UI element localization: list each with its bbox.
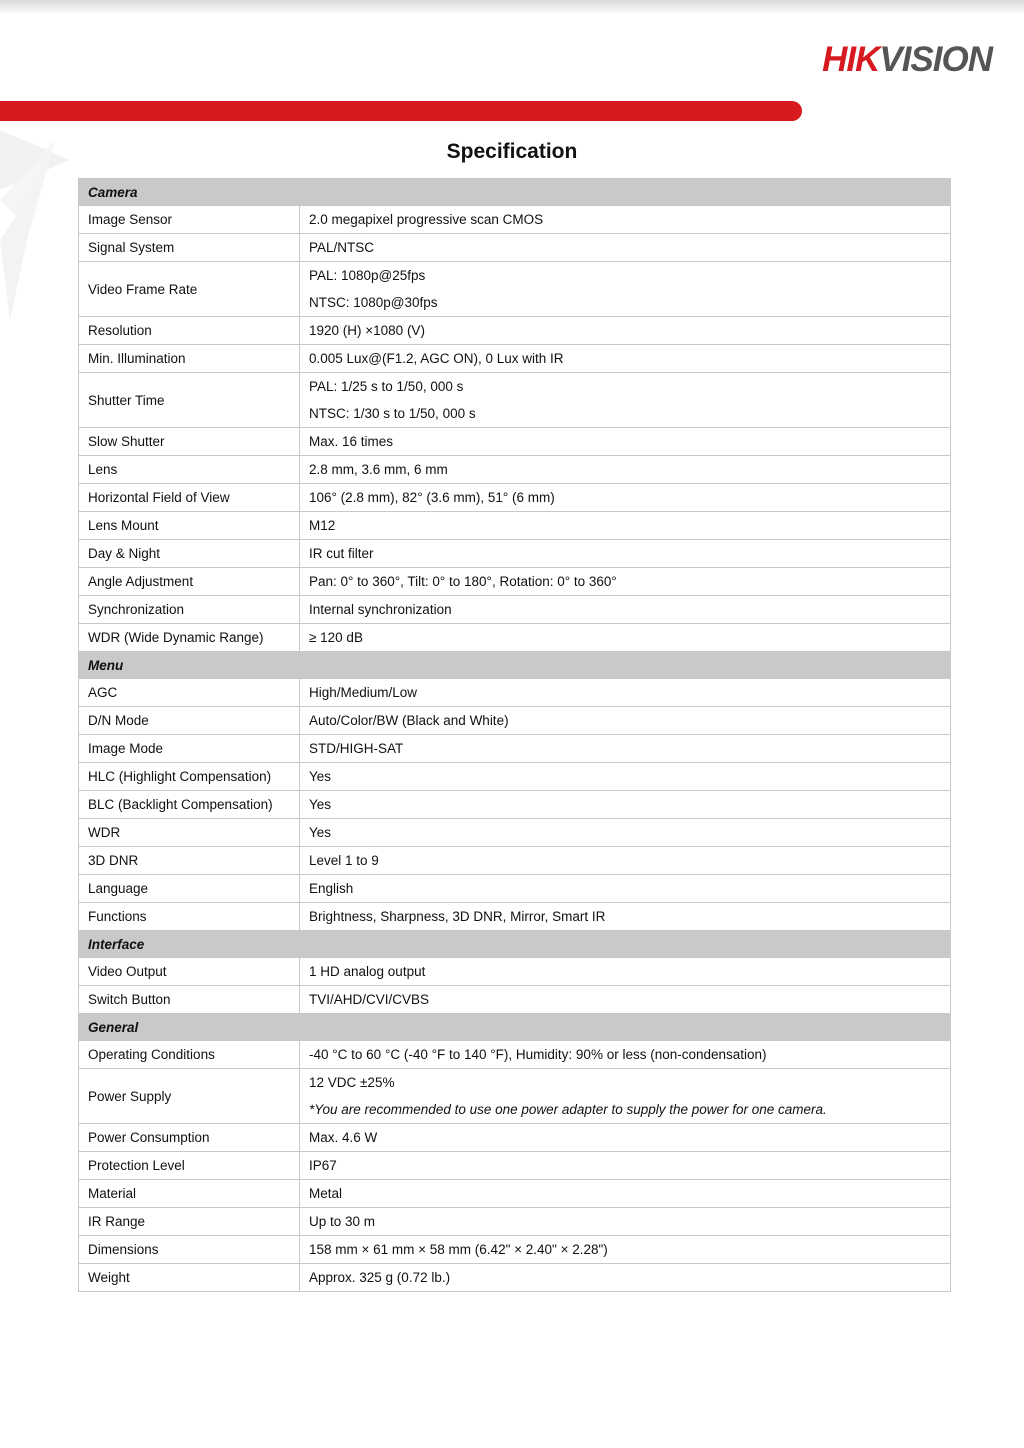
spec-value: Auto/Color/BW (Black and White): [309, 713, 509, 728]
page-top-shadow: [0, 0, 1024, 14]
spec-label: Video Output: [79, 958, 300, 986]
spec-label: Power Consumption: [79, 1124, 300, 1152]
spec-label: Video Frame Rate: [79, 262, 300, 317]
spec-value-cell: [300, 540, 951, 568]
spec-value-cell: [300, 317, 951, 345]
spec-label: 3D DNR: [79, 847, 300, 875]
hikvision-logo: [822, 40, 992, 80]
spec-value-cell: [300, 262, 951, 317]
spec-value-cell: [300, 958, 951, 986]
spec-row: [79, 512, 951, 540]
spec-value: 106° (2.8 mm), 82° (3.6 mm), 51° (6 mm): [309, 490, 555, 505]
spec-value-cell: [300, 819, 951, 847]
spec-value: Max. 4.6 W: [309, 1130, 378, 1145]
spec-label: Power Supply: [79, 1069, 300, 1124]
spec-row: [79, 1264, 951, 1292]
spec-value-cell: [300, 428, 951, 456]
section-title: Menu: [79, 652, 951, 679]
spec-label: BLC (Backlight Compensation): [79, 791, 300, 819]
spec-value-cell: [300, 707, 951, 735]
spec-row: [79, 262, 951, 317]
spec-row: [79, 958, 951, 986]
spec-label: Signal System: [79, 234, 300, 262]
section-title: General: [79, 1014, 951, 1041]
spec-value: ≥ 120 dB: [309, 630, 363, 645]
spec-row: [79, 373, 951, 428]
spec-value: Max. 16 times: [309, 434, 394, 449]
spec-value: IP67: [309, 1158, 337, 1173]
spec-value-cell: [300, 1069, 951, 1124]
spec-row: [79, 568, 951, 596]
spec-value: Brightness, Sharpness, 3D DNR, Mirror, Smart IR: [309, 909, 606, 924]
section-title: Camera: [79, 179, 951, 206]
spec-row: [79, 1180, 951, 1208]
spec-value: High/Medium/Low: [309, 685, 418, 700]
spec-value-cell: [300, 456, 951, 484]
specification-table: [78, 178, 951, 1292]
spec-value-cell: [300, 1124, 951, 1152]
spec-value: TVI/AHD/CVI/CVBS: [309, 992, 430, 1007]
spec-value-cell: [300, 986, 951, 1014]
spec-label: Switch Button: [79, 986, 300, 1014]
spec-value-cell: [300, 624, 951, 652]
spec-row: [79, 540, 951, 568]
spec-value: STD/HIGH-SAT: [309, 741, 404, 756]
spec-row: [79, 317, 951, 345]
spec-row: [79, 1152, 951, 1180]
spec-value-cell: [300, 596, 951, 624]
spec-value-cell: [300, 345, 951, 373]
spec-row: [79, 234, 951, 262]
spec-value-cell: [300, 1180, 951, 1208]
spec-value-cell: [300, 763, 951, 791]
spec-label: HLC (Highlight Compensation): [79, 763, 300, 791]
spec-value-cell: [300, 373, 951, 428]
spec-value-cell: [300, 735, 951, 763]
spec-label: Slow Shutter: [79, 428, 300, 456]
spec-value-cell: [300, 484, 951, 512]
spec-value: Yes: [309, 797, 332, 812]
spec-value: IR cut filter: [309, 546, 374, 561]
spec-value-cell: [300, 875, 951, 903]
spec-label: IR Range: [79, 1208, 300, 1236]
section-header: [79, 179, 951, 206]
spec-label: Shutter Time: [79, 373, 300, 428]
spec-value: 1 HD analog output: [309, 964, 426, 979]
spec-value: Yes: [309, 825, 332, 840]
spec-value: 2.0 megapixel progressive scan CMOS: [309, 212, 544, 227]
spec-value: NTSC: 1/30 s to 1/50, 000 s: [309, 406, 476, 421]
spec-label: Weight: [79, 1264, 300, 1292]
spec-row: [79, 1069, 951, 1124]
spec-label: Angle Adjustment: [79, 568, 300, 596]
spec-value: PAL: 1080p@25fps: [309, 268, 426, 283]
spec-value-cell: [300, 568, 951, 596]
section-header: [79, 652, 951, 679]
spec-value-cell: [300, 1152, 951, 1180]
spec-row: [79, 206, 951, 234]
spec-row: [79, 791, 951, 819]
spec-label: Dimensions: [79, 1236, 300, 1264]
spec-value-cell: [300, 234, 951, 262]
spec-value: *You are recommended to use one power adapter to supply the power for one camera.: [309, 1102, 827, 1117]
spec-row: [79, 763, 951, 791]
spec-label: Lens: [79, 456, 300, 484]
spec-label: Operating Conditions: [79, 1041, 300, 1069]
spec-value: Pan: 0° to 360°, Tilt: 0° to 180°, Rotation: 0° to 360°: [309, 574, 617, 589]
spec-value-cell: [300, 1236, 951, 1264]
spec-row: [79, 1208, 951, 1236]
spec-value: Metal: [309, 1186, 343, 1201]
spec-value-cell: [300, 903, 951, 931]
spec-row: [79, 819, 951, 847]
spec-value-cell: [300, 512, 951, 540]
spec-value: Up to 30 m: [309, 1214, 376, 1229]
spec-value: 158 mm × 61 mm × 58 mm (6.42" × 2.40" × 2.28"): [309, 1242, 608, 1257]
spec-row: [79, 679, 951, 707]
section-header: [79, 1014, 951, 1041]
spec-value: English: [309, 881, 354, 896]
spec-value: 12 VDC ±25%: [309, 1075, 395, 1090]
spec-value: 2.8 mm, 3.6 mm, 6 mm: [309, 462, 448, 477]
spec-row: [79, 707, 951, 735]
spec-label: WDR (Wide Dynamic Range): [79, 624, 300, 652]
section-header: [79, 931, 951, 958]
spec-row: [79, 986, 951, 1014]
spec-row: [79, 484, 951, 512]
spec-row: [79, 847, 951, 875]
spec-label: Day & Night: [79, 540, 300, 568]
spec-row: [79, 903, 951, 931]
spec-label: Image Sensor: [79, 206, 300, 234]
spec-value-cell: [300, 1208, 951, 1236]
spec-label: Functions: [79, 903, 300, 931]
spec-value-cell: [300, 679, 951, 707]
spec-row: [79, 1124, 951, 1152]
spec-label: Horizontal Field of View: [79, 484, 300, 512]
spec-label: Resolution: [79, 317, 300, 345]
spec-row: [79, 456, 951, 484]
spec-value: Level 1 to 9: [309, 853, 379, 868]
spec-value: Approx. 325 g (0.72 lb.): [309, 1270, 451, 1285]
spec-label: Lens Mount: [79, 512, 300, 540]
logo-red-part: HIK: [822, 40, 880, 79]
spec-value: 0.005 Lux@(F1.2, AGC ON), 0 Lux with IR: [309, 351, 564, 366]
spec-row: [79, 596, 951, 624]
spec-label: Language: [79, 875, 300, 903]
spec-value: 1920 (H) ×1080 (V): [309, 323, 425, 338]
spec-label: Image Mode: [79, 735, 300, 763]
spec-value-cell: [300, 206, 951, 234]
spec-label: Min. Illumination: [79, 345, 300, 373]
spec-value: NTSC: 1080p@30fps: [309, 295, 438, 310]
spec-value: PAL: 1/25 s to 1/50, 000 s: [309, 379, 464, 394]
spec-row: [79, 624, 951, 652]
spec-value: Yes: [309, 769, 332, 784]
spec-label: Material: [79, 1180, 300, 1208]
spec-label: WDR: [79, 819, 300, 847]
spec-value: PAL/NTSC: [309, 240, 375, 255]
page-title: Specification: [446, 140, 578, 163]
logo-grey-part: VISION: [879, 40, 992, 79]
spec-label: D/N Mode: [79, 707, 300, 735]
spec-value: -40 °C to 60 °C (-40 °F to 140 °F), Humidity: 90% or less (non-condensation): [309, 1047, 767, 1062]
spec-row: [79, 1041, 951, 1069]
spec-value: M12: [309, 518, 336, 533]
header-red-bar: [0, 101, 802, 121]
spec-row: [79, 735, 951, 763]
spec-value-cell: [300, 791, 951, 819]
spec-label: AGC: [79, 679, 300, 707]
spec-value-cell: [300, 847, 951, 875]
spec-label: Protection Level: [79, 1152, 300, 1180]
spec-row: [79, 875, 951, 903]
spec-value: Internal synchronization: [309, 602, 452, 617]
spec-value-cell: [300, 1264, 951, 1292]
spec-label: Synchronization: [79, 596, 300, 624]
spec-row: [79, 1236, 951, 1264]
spec-value-cell: [300, 1041, 951, 1069]
spec-row: [79, 428, 951, 456]
spec-row: [79, 345, 951, 373]
section-title: Interface: [79, 931, 951, 958]
